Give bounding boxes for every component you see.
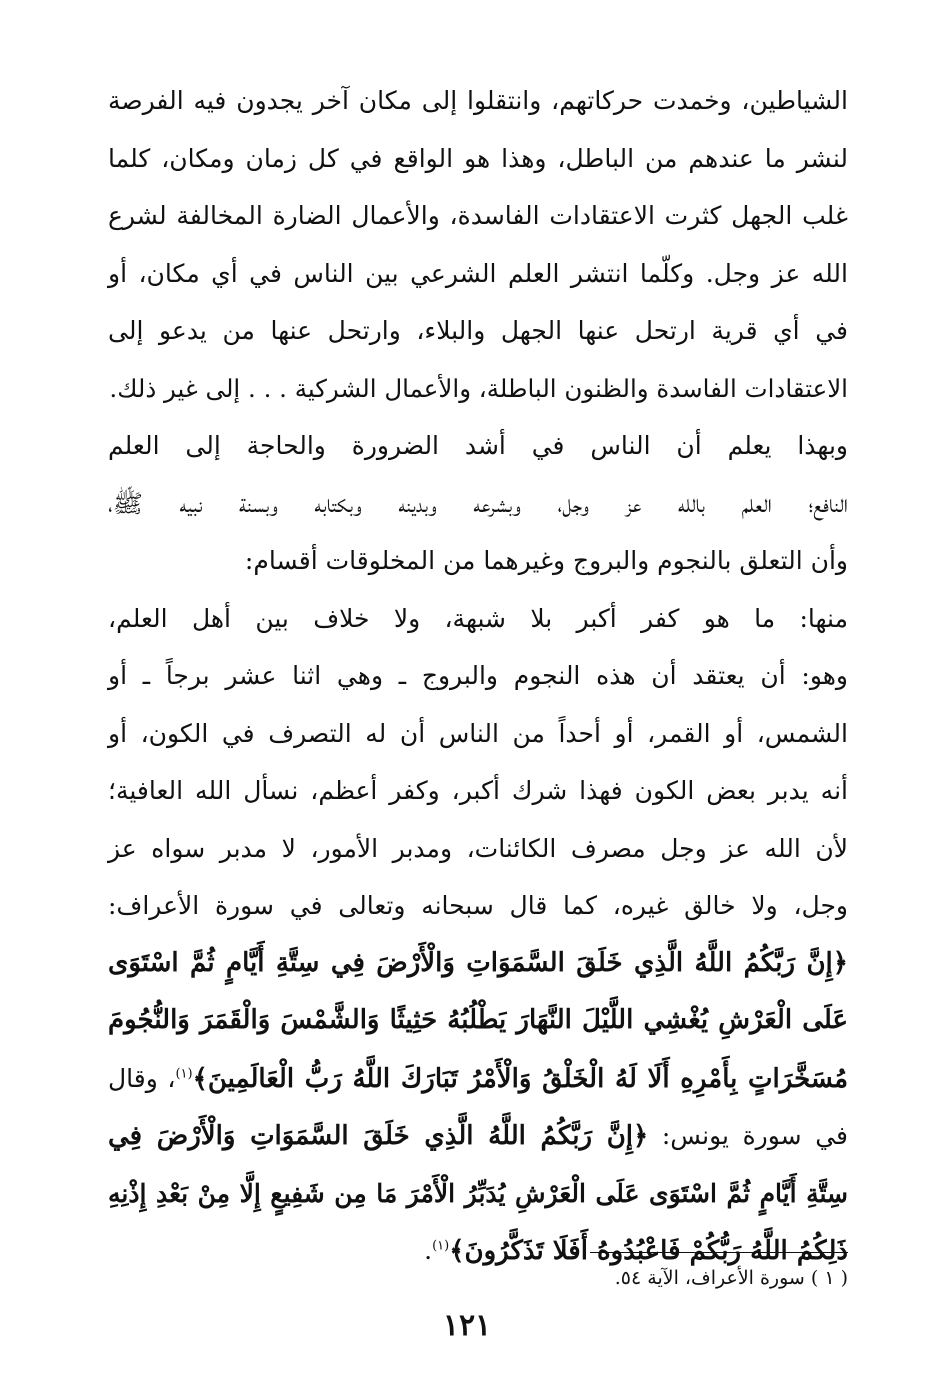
- quran-segment: مُسَخَّرَاتٍ بِأَمْرِهِ أَلَا لَهُ الْخَلْقُ وَالْأَمْرُ تَبَارَكَ اللَّهُ رَبُّ الْعَالَمِينَ﴾: [192, 1063, 848, 1094]
- quran-segment: ﴿إِنَّ رَبَّكُمُ اللَّهُ الَّذِي خَلَقَ السَّمَوَاتِ وَالْأَرْضَ فِي: [108, 1121, 649, 1151]
- text-segment: .: [424, 1236, 433, 1265]
- text-line-5: في أي قرية ارتحل عنها الجهل والبلاء، وارتحل عنها من يدعو إلى: [108, 316, 848, 345]
- text-line-18: [108, 1050, 848, 1108]
- text-line-3: غلب الجهل كثرت الاعتقادات الفاسدة، والأعمال الضارة المخالفة لشرع: [108, 201, 848, 230]
- text-line-14: لأن الله عز وجل مصرف الكائنات، ومدبر الأمور، لا مدبر سواه عز: [108, 833, 848, 863]
- text-line-10: منها: ما هو كفر أكبر بلا شبهة، ولا خلاف بين أهل العلم،: [108, 603, 848, 633]
- text-line-7: وبهذا يعلم أن الناس في أشد الضرورة والحاجة إلى العلم: [108, 431, 848, 460]
- text-line-15: وجل، ولا خالق غيره، كما قال سبحانه وتعالى في سورة الأعراف:: [108, 891, 848, 920]
- text-line-12: الشمس، أو القمر، أو أحداً من الناس أن له التصرف في الكون، أو: [108, 718, 848, 748]
- text-segment: في سورة يونس:: [661, 1121, 848, 1150]
- text-line-8: النافع؛ العلم بالله عز وجل، وبشرعه وبدينه وبكتابه وبسنة نبيه ﷺ،: [108, 488, 848, 518]
- text-line-2: لنشر ما عندهم من الباطل، وهذا هو الواقع في كل زمان ومكان، كلما: [108, 143, 848, 173]
- text-line-6: الاعتقادات الفاسدة والظنون الباطلة، والأعمال الشركية . . . إلى غير ذلك.: [109, 373, 848, 403]
- quran-line-2: عَلَى الْعَرْشِ يُغْشِي اللَّيْلَ النَّهَارَ يَطْلُبُهُ حَثِيثًا وَالشَّمْسَ وَالْقَمَرَ وَالنُّجُومَ: [108, 1005, 848, 1035]
- quran-line-1: ﴿إِنَّ رَبَّكُمُ اللَّهُ الَّذِي خَلَقَ السَّمَوَاتِ وَالْأَرْضَ فِي سِتَّةِ أَيَّامٍ ثُمَّ اسْتَوَى: [108, 947, 848, 978]
- text-line-1: الشياطين، وخمدت حركاتهم، وانتقلوا إلى مكان آخر يجدون فيه الفرصة: [108, 86, 848, 115]
- main-text: [108, 72, 848, 1280]
- text-line-13: أنه يدبر بعض الكون فهذا شرك أكبر، وكفر أعظم، نسأل الله العافية؛: [108, 776, 848, 805]
- footnote-ref-1: (١): [175, 1066, 193, 1082]
- footnote-ref-2: (١): [432, 1238, 450, 1254]
- quran-segment: ذَلِكُمُ اللَّهُ رَبُّكُمْ فَاعْبُدُوهُ أَفَلَا تَذَكَّرُونَ﴾: [449, 1236, 848, 1266]
- text-line-11: وهو: أن يعتقد أن هذه النجوم والبروج ـ وهي اثنا عشر برجاً ـ أو: [108, 661, 848, 690]
- text-line-4: الله عز وجل. وكلّما انتشر العلم الشرعي بين الناس في أي مكان، أو: [108, 258, 848, 288]
- footnote: ( ١ ) سورة الأعراف، الآية ٥٤.: [614, 1267, 848, 1289]
- footnote-separator: [590, 1252, 848, 1253]
- text-segment: ، وقال: [108, 1063, 176, 1093]
- quran-line-3: سِتَّةِ أَيَّامٍ ثُمَّ اسْتَوَى عَلَى الْعَرْشِ يُدَبِّرُ الْأَمْرَ مَا مِن شَفِيعٍ إِلَّا مِنْ بَعْدِ إِذْنِهِ: [108, 1178, 848, 1208]
- page-number: ١٢١: [442, 1308, 492, 1343]
- text-line-19: [108, 1107, 848, 1165]
- text-line-9: وأن التعلق بالنجوم والبروج وغيرهما من المخلوقات أقسام:: [244, 546, 848, 575]
